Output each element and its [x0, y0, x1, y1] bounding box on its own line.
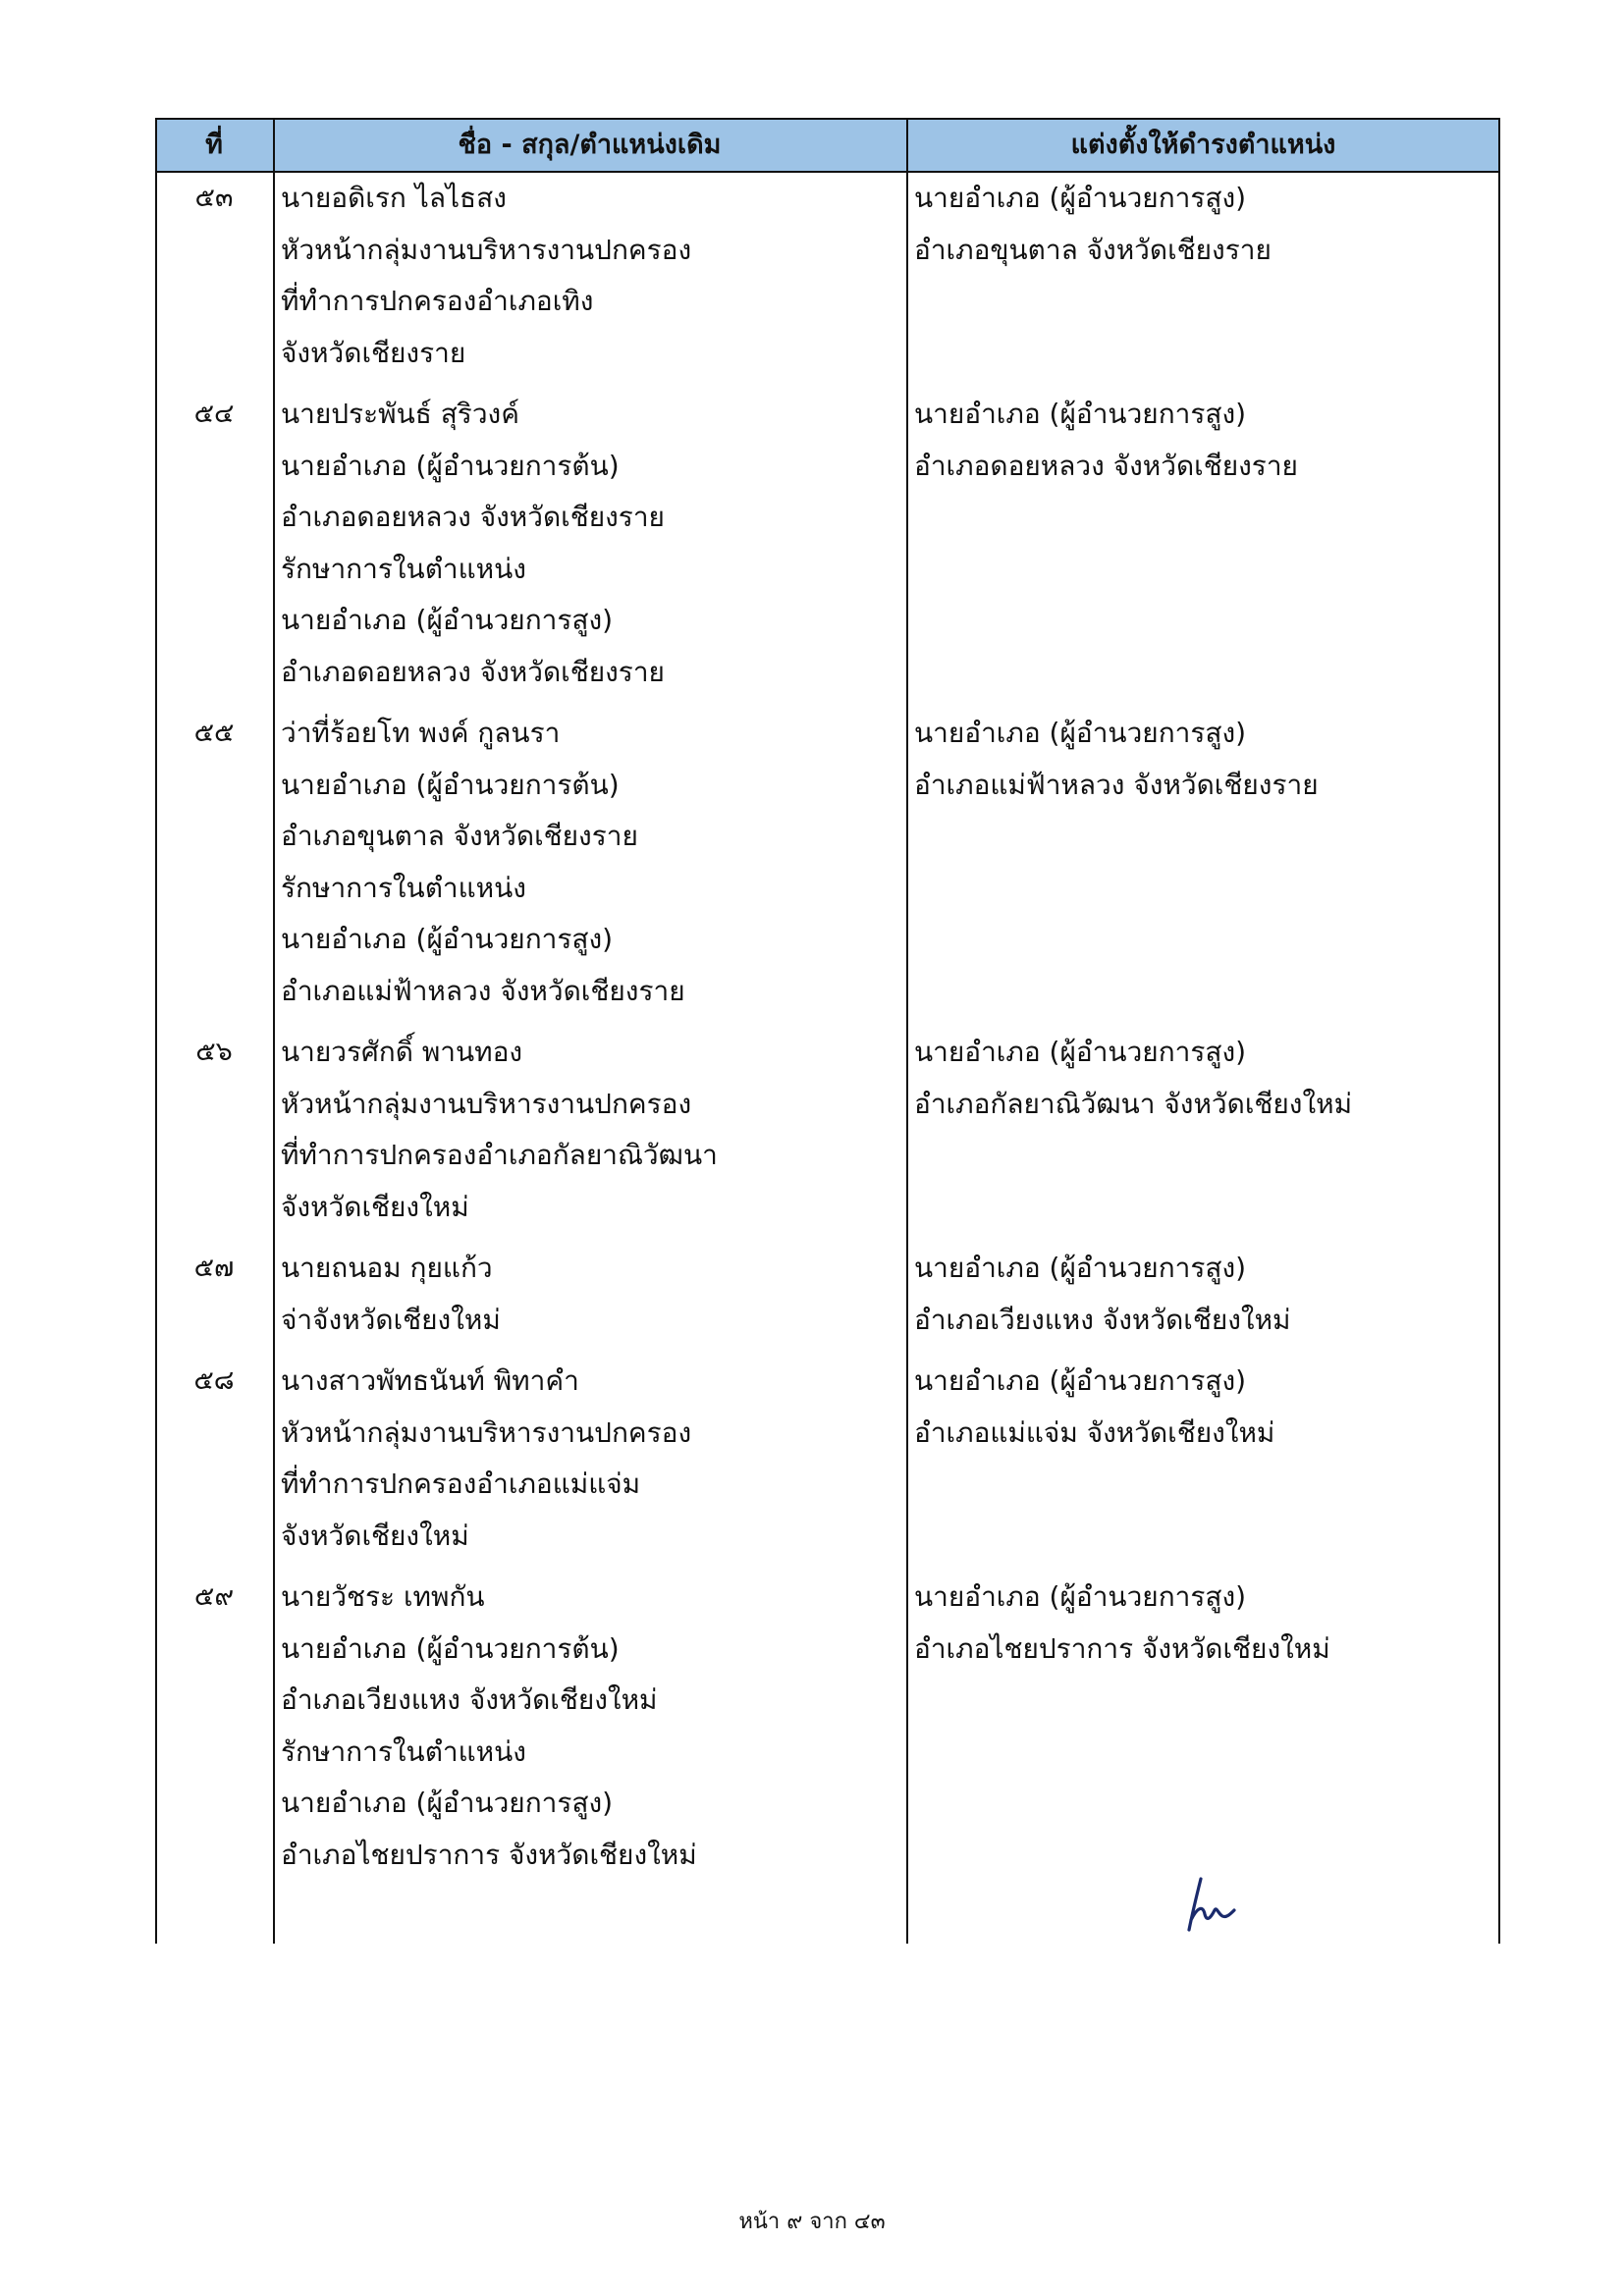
- table-body: [155, 173, 1500, 1881]
- row-gap: [155, 1562, 1500, 1572]
- former-position-line: ว่าที่ร้อยโท พงค์ กูลนรา: [281, 717, 561, 749]
- row-gap: [155, 1017, 1500, 1027]
- former-name-position: [273, 708, 906, 1017]
- table-row: [155, 1243, 1500, 1346]
- appointed-position-line: อำเภอขุนตาล จังหวัดเชียงราย: [914, 233, 1272, 266]
- row-number: ๕๙: [193, 1581, 235, 1612]
- former-position-line: หัวหน้ากลุ่มงานบริหารงานปกครอง: [281, 1087, 692, 1120]
- row-number: ๕๘: [193, 1365, 235, 1396]
- row-gap: [155, 379, 1500, 389]
- former-position-line: นางสาวพัทธนันท์ พิทาคำ: [281, 1364, 579, 1397]
- row-number: ๕๔: [193, 399, 235, 429]
- former-position-line: นายอำเภอ (ผู้อำนวยการต้น): [281, 768, 620, 801]
- former-position-line: รักษาการในตำแหน่ง: [281, 871, 526, 904]
- appointed-position-line: อำเภอเวียงแหง จังหวัดเชียงใหม่: [914, 1303, 1291, 1336]
- former-position-line: จ่าจังหวัดเชียงใหม่: [281, 1303, 501, 1336]
- row-gap: [155, 1233, 1500, 1243]
- appointed-position-line: นายอำเภอ (ผู้อำนวยการสูง): [914, 1364, 1247, 1397]
- appointed-position-line: อำเภอแม่แจ่ม จังหวัดเชียงใหม่: [914, 1415, 1275, 1449]
- former-position-line: นายอำเภอ (ผู้อำนวยการต้น): [281, 1631, 620, 1665]
- former-position-line: อำเภอแม่ฟ้าหลวง จังหวัดเชียงราย: [281, 974, 685, 1007]
- appointed-position-line: อำเภอกัลยาณิวัฒนา จังหวัดเชียงใหม่: [914, 1087, 1353, 1120]
- former-position-line: รักษาการในตำแหน่ง: [281, 552, 526, 585]
- appointed-position: [906, 1356, 1500, 1562]
- former-position-line: นายอำเภอ (ผู้อำนวยการสูง): [281, 604, 614, 636]
- former-position-line: อำเภอขุนตาล จังหวัดเชียงราย: [281, 820, 638, 852]
- row-gap: [155, 698, 1500, 708]
- appointed-position: [906, 1572, 1500, 1881]
- appointed-position: [906, 1243, 1500, 1346]
- table-row: [155, 1572, 1500, 1881]
- signature-mark: [1183, 1875, 1242, 1934]
- former-position-line: ที่ทำการปกครองอำเภอกัลยาณิวัฒนา: [281, 1139, 718, 1171]
- former-position-line: นายวรศักดิ์ พานทอง: [281, 1036, 523, 1068]
- former-position-line: ที่ทำการปกครองอำเภอแม่แจ่ม: [281, 1468, 641, 1500]
- appointed-position-line: นายอำเภอ (ผู้อำนวยการสูง): [914, 1252, 1247, 1284]
- former-name-position: [273, 1356, 906, 1562]
- former-position-line: นายประพันธ์ สุริวงค์: [281, 398, 519, 430]
- appointed-position: [906, 389, 1500, 698]
- former-position-line: นายอดิเรก ไลไธสง: [281, 182, 507, 214]
- former-name-position: [273, 1243, 906, 1346]
- former-position-line: อำเภอไชยปราการ จังหวัดเชียงใหม่: [281, 1838, 697, 1871]
- appointment-table: [155, 118, 1500, 1944]
- appointed-position-line: นายอำเภอ (ผู้อำนวยการสูง): [914, 717, 1247, 749]
- header-appointed-position: แต่งตั้งให้ดำรงตำแหน่ง: [1070, 130, 1336, 160]
- appointed-position-line: นายอำเภอ (ผู้อำนวยการสูง): [914, 182, 1247, 214]
- table-divider-1: [273, 118, 275, 1944]
- table-row: [155, 708, 1500, 1017]
- table-row: [155, 1356, 1500, 1562]
- row-number: ๕๓: [194, 183, 234, 213]
- table-row: [155, 173, 1500, 379]
- former-position-line: อำเภอเวียงแหง จังหวัดเชียงใหม่: [281, 1683, 658, 1716]
- table-row: [155, 1027, 1500, 1233]
- table-border-right: [1498, 118, 1500, 1944]
- appointed-position-line: นายอำเภอ (ผู้อำนวยการสูง): [914, 398, 1247, 430]
- appointed-position: [906, 1027, 1500, 1233]
- appointed-position-line: นายอำเภอ (ผู้อำนวยการสูง): [914, 1580, 1247, 1613]
- former-name-position: [273, 1572, 906, 1881]
- former-position-line: นายอำเภอ (ผู้อำนวยการสูง): [281, 923, 614, 955]
- table-header: [155, 118, 1500, 173]
- appointed-position: [906, 173, 1500, 379]
- former-position-line: นายอำเภอ (ผู้อำนวยการต้น): [281, 449, 620, 482]
- former-position-line: จังหวัดเชียงใหม่: [281, 1519, 469, 1552]
- former-name-position: [273, 1027, 906, 1233]
- former-name-position: [273, 389, 906, 698]
- former-position-line: นายถนอม กุยแก้ว: [281, 1252, 493, 1284]
- row-number: ๕๗: [193, 1253, 235, 1283]
- former-name-position: [273, 173, 906, 379]
- former-position-line: ที่ทำการปกครองอำเภอเทิง: [281, 285, 594, 317]
- former-position-line: นายวัชระ เทพกัน: [281, 1580, 485, 1613]
- row-number: ๕๖: [195, 1037, 233, 1067]
- former-position-line: หัวหน้ากลุ่มงานบริหารงานปกครอง: [281, 233, 692, 266]
- former-position-line: นายอำเภอ (ผู้อำนวยการสูง): [281, 1787, 614, 1819]
- former-position-line: จังหวัดเชียงราย: [281, 336, 466, 369]
- row-gap: [155, 1346, 1500, 1356]
- former-position-line: จังหวัดเชียงใหม่: [281, 1190, 469, 1223]
- row-number: ๕๕: [193, 718, 235, 748]
- appointed-position: [906, 708, 1500, 1017]
- appointed-position-line: อำเภอแม่ฟ้าหลวง จังหวัดเชียงราย: [914, 768, 1319, 801]
- header-name-position: ชื่อ - สกุล/ตำแหน่งเดิม: [458, 130, 722, 160]
- table-row: [155, 389, 1500, 698]
- page-number: หน้า ๙ จาก ๔๓: [738, 2210, 886, 2234]
- former-position-line: หัวหน้ากลุ่มงานบริหารงานปกครอง: [281, 1415, 692, 1449]
- header-no: ที่: [205, 130, 223, 160]
- former-position-line: อำเภอดอยหลวง จังหวัดเชียงราย: [281, 501, 665, 533]
- former-position-line: อำเภอดอยหลวง จังหวัดเชียงราย: [281, 655, 665, 688]
- table-divider-2: [906, 118, 908, 1944]
- former-position-line: รักษาการในตำแหน่ง: [281, 1735, 526, 1768]
- table-border-left: [155, 118, 157, 1944]
- appointed-position-line: นายอำเภอ (ผู้อำนวยการสูง): [914, 1036, 1247, 1068]
- appointed-position-line: อำเภอไชยปราการ จังหวัดเชียงใหม่: [914, 1631, 1330, 1665]
- appointed-position-line: อำเภอดอยหลวง จังหวัดเชียงราย: [914, 449, 1298, 482]
